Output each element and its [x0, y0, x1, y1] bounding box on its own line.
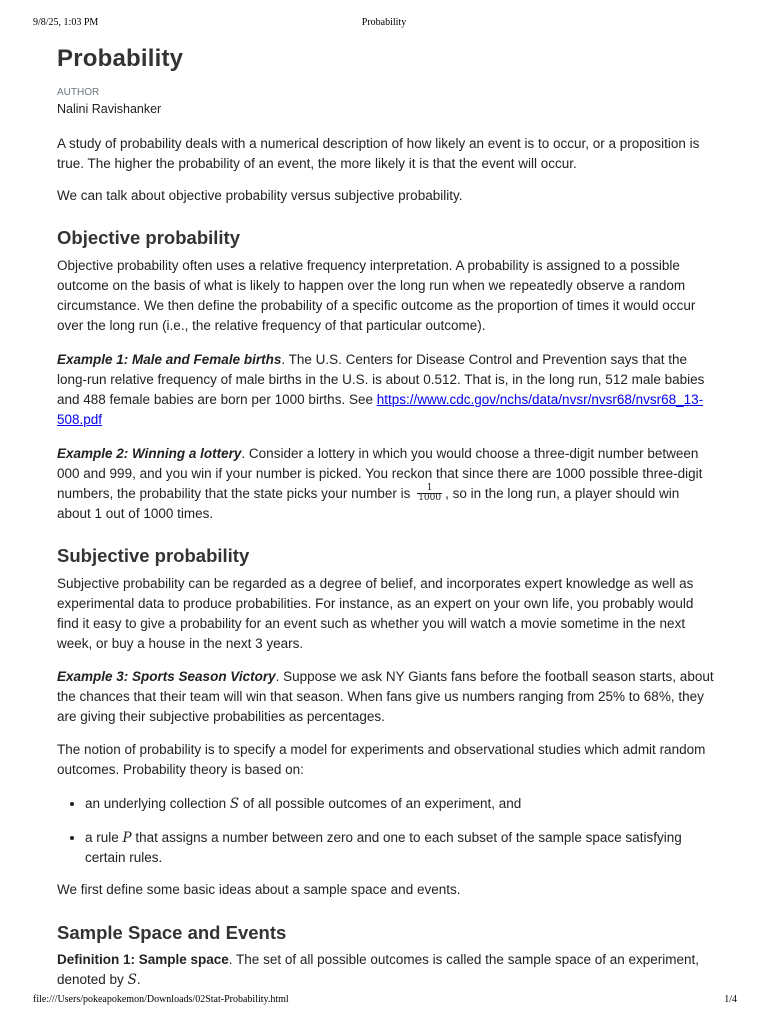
intro-paragraph: A study of probability deals with a numerical description of how likely an event is to occur, or a proposition is true. The higher the probability of an event, the more likely it is that the event will occur. — [57, 136, 700, 171]
definition-1-text: . The set of all possible outcomes is called the sample space of an experiment, denoted by — [57, 952, 700, 987]
example-3-paragraph — [57, 667, 714, 727]
basis-list — [57, 794, 714, 868]
subjective-paragraph: Subjective probability can be regarded as a degree of belief, and incorporates expert knowledge as well as experimental data to produce probabilities. For instance, as an expert on your own life, you probably would find it easy to give a probability for an event such as whether you will watch a movie sometime in the next week, or buy a house in the next 3 years. — [57, 576, 694, 651]
page-title: Probability — [57, 45, 184, 72]
fraction-one-over-thousand — [417, 484, 442, 503]
document-body — [57, 42, 714, 990]
print-title: Probability — [361, 17, 407, 28]
heading-sample-space-and-events: Sample Space and Events — [57, 922, 287, 943]
example-2-paragraph — [57, 444, 714, 524]
example-3-label: Example 3: Sports Season Victory — [57, 669, 276, 684]
fraction-denominator: 1000 — [418, 492, 442, 503]
example-2-text-b: , so in the long run, a player should win about 1 out of 1000 times. — [57, 486, 680, 521]
example-2-text-a: . Consider a lottery in which you would choose a three-digit number between 000 and 999, and you win if your number is picked. You reckon that since there are 1000 possible three-digit numbers, the probability that the state picks your number is — [57, 446, 703, 501]
author-label: AUTHOR — [57, 87, 100, 98]
list-item — [85, 794, 714, 814]
definition-1-end: . — [136, 972, 141, 987]
bullet-1-text-a: an underlying collection — [85, 796, 230, 811]
probability-rule-symbol: P — [122, 830, 132, 846]
notion-paragraph: The notion of probability is to specify a model for experiments and observational studies which admit random outcomes. Probability theory is based on: — [57, 742, 706, 777]
print-page-number: 1/4 — [724, 994, 737, 1005]
objective-paragraph: Objective probability often uses a relative frequency interpretation. A probability is assigned to a possible outcome on the basis of what is likely to happen over the long run when we repeatedly observe a random circumstance. We then define the probability of a specific outcome as the proportion of times it would occur over the long run (i.e., the relative frequency of that particular outcome). — [57, 258, 696, 333]
print-file-path: file:///Users/pokeapokemon/Downloads/02Stat-Probability.html — [33, 994, 289, 1005]
heading-objective-probability: Objective probability — [57, 227, 240, 248]
author-name: Nalini Ravishanker — [57, 102, 162, 116]
cdc-report-link[interactable]: https://www.cdc.gov/nchs/data/nvsr/nvsr68/nvsr68_13-508.pdf — [57, 392, 704, 427]
bullet-1-text-b: of all possible outcomes of an experiment, and — [239, 796, 522, 811]
definition-1-paragraph — [57, 950, 714, 990]
example-1-paragraph — [57, 350, 714, 430]
example-1-text: . The U.S. Centers for Disease Control and Prevention says that the long-run relative frequency of male births in the U.S. is about 0.512. That is, in the long run, 512 male babies and 488 female babies are born per 1000 births. See — [57, 352, 705, 407]
sample-space-symbol-2: S — [127, 972, 137, 988]
fraction-numerator: 1 — [417, 484, 442, 494]
example-1-label: Example 1: Male and Female births — [57, 352, 282, 367]
sample-space-symbol: S — [229, 796, 240, 812]
definition-1-label: Definition 1: Sample space — [57, 952, 229, 967]
bullet-2-text-a: a rule — [85, 830, 123, 845]
intro-paragraph-2: We can talk about objective probability versus subjective probability. — [57, 188, 463, 203]
bullet-2-text-b: that assigns a number between zero and one to each subset of the sample space satisfying certain rules. — [85, 830, 682, 865]
example-3-text: . Suppose we ask NY Giants fans before the football season starts, about the chances that their team will win that season. When fans give us numbers ranging from 25% to 68%, they are giving their subjective probabilities as percentages. — [57, 669, 714, 724]
heading-subjective-probability: Subjective probability — [57, 545, 250, 566]
list-item — [85, 828, 714, 868]
print-datetime: 9/8/25, 1:03 PM — [33, 17, 99, 28]
example-2-label: Example 2: Winning a lottery — [57, 446, 242, 461]
define-paragraph: We first define some basic ideas about a sample space and events. — [57, 882, 461, 897]
